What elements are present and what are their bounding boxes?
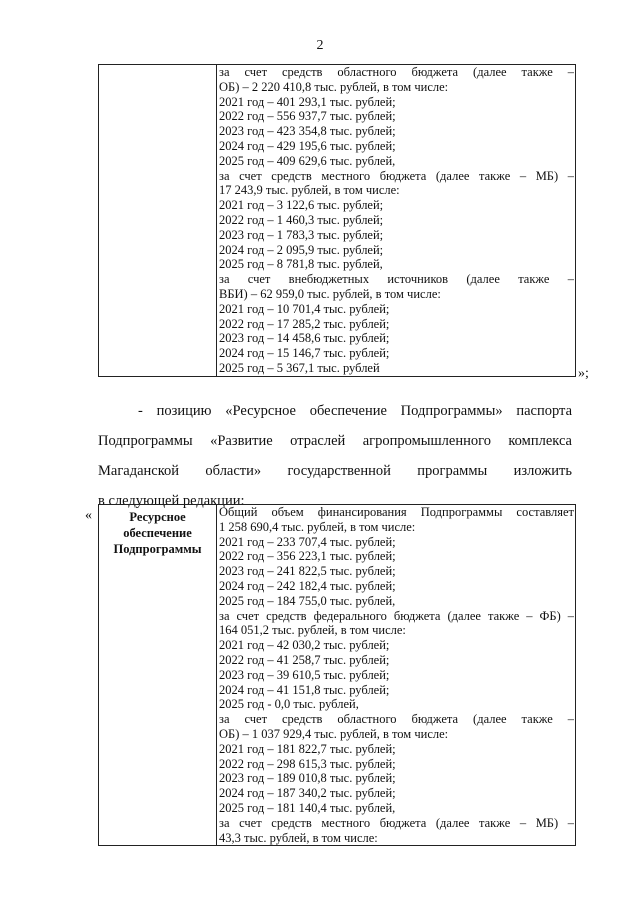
table-line: 1 258 690,4 тыс. рублей, в том числе: [219, 519, 416, 534]
table-line: 164 051,2 тыс. рублей, в том числе: [219, 623, 406, 638]
paragraph-line: в следующей редакции: [98, 493, 245, 509]
table-line: 2021 год – 10 701,4 тыс. рублей; [219, 301, 390, 316]
table-line: 2021 год – 233 707,4 тыс. рублей; [219, 534, 396, 549]
table-line: за счет внебюджетных источников (далее также – [219, 272, 574, 287]
table-line: 2025 год - 0,0 тыс. рублей, [219, 697, 359, 712]
table-line: 2025 год – 181 140,4 тыс. рублей, [219, 800, 396, 815]
table-line: за счет средств федерального бюджета (далее также – ФБ) – [219, 608, 574, 623]
table-line: ОБ) – 2 220 410,8 тыс. рублей, в том числе: [219, 79, 449, 94]
table-line: 2023 год – 39 610,5 тыс. рублей; [219, 667, 390, 682]
opening-quote: « [85, 508, 92, 523]
paragraph-line: Подпрограммы «Развитие отраслей агропромышленного комплекса [98, 433, 572, 449]
table-line: 2025 год – 409 629,6 тыс. рублей, [219, 153, 396, 168]
page-number: 2 [316, 38, 324, 53]
table-line: ВБИ) – 62 959,0 тыс. рублей, в том числе: [219, 286, 441, 301]
table-line: Общий объем финансирования Подпрограммы составляет [219, 505, 574, 519]
table-body-cell [217, 65, 576, 377]
table-line: 2025 год – 8 781,8 тыс. рублей, [219, 257, 383, 272]
table-line: 2024 год – 187 340,2 тыс. рублей; [219, 786, 396, 801]
table-line: 2023 год – 423 354,8 тыс. рублей; [219, 124, 396, 139]
table-line: 2024 год – 41 151,8 тыс. рублей; [219, 682, 390, 697]
table-line: 2021 год – 401 293,1 тыс. рублей; [219, 94, 396, 109]
table-line: 2022 год – 17 285,2 тыс. рублей; [219, 316, 390, 331]
resource-provision-table [98, 504, 576, 846]
instruction-paragraph [98, 396, 572, 516]
resource-provision-header: Ресурсное обеспечение Подпрограммы [99, 505, 217, 846]
table-line: 2022 год – 356 223,1 тыс. рублей; [219, 549, 396, 564]
table-line: 2024 год – 2 095,9 тыс. рублей; [219, 242, 384, 257]
table-line: 2022 год – 298 615,3 тыс. рублей; [219, 756, 396, 771]
table-line: 2024 год – 242 182,4 тыс. рублей; [219, 578, 396, 593]
table-line: 2022 год – 41 258,7 тыс. рублей; [219, 652, 390, 667]
table-body-cell [217, 505, 576, 846]
closing-quote: »; [578, 366, 589, 381]
table-line: 2021 год – 181 822,7 тыс. рублей; [219, 741, 396, 756]
table-line: 2022 год – 1 460,3 тыс. рублей; [219, 212, 384, 227]
funding-table-continued [98, 64, 576, 377]
table-line: за счет средств областного бюджета (далее также – [219, 712, 574, 727]
table-line: 2023 год – 189 010,8 тыс. рублей; [219, 771, 396, 786]
table-line: 2021 год – 42 030,2 тыс. рублей; [219, 638, 390, 653]
table-line: за счет средств областного бюджета (далее также – [219, 65, 574, 79]
table-line: 2022 год – 556 937,7 тыс. рублей; [219, 109, 396, 124]
paragraph-line: Магаданской области» государственной программы изложить [98, 463, 572, 479]
table-line: 2023 год – 1 783,3 тыс. рублей; [219, 227, 384, 242]
table-line: 2023 год – 241 822,5 тыс. рублей; [219, 564, 396, 579]
table-line: 2024 год – 429 195,6 тыс. рублей; [219, 138, 396, 153]
table-line: 2023 год – 14 458,6 тыс. рублей; [219, 331, 390, 346]
table-line: 2025 год – 5 367,1 тыс. рублей [219, 360, 380, 375]
table-line: 2025 год – 184 755,0 тыс. рублей, [219, 593, 396, 608]
table-header-cell-empty [99, 65, 217, 377]
table-line: ОБ) – 1 037 929,4 тыс. рублей, в том числе: [219, 726, 449, 741]
paragraph-line: - позицию «Ресурсное обеспечение Подпрограммы» паспорта [138, 403, 572, 419]
table-line: 43,3 тыс. рублей, в том числе: [219, 830, 378, 845]
table-line: 2021 год – 3 122,6 тыс. рублей; [219, 198, 384, 213]
table-line: 2024 год – 15 146,7 тыс. рублей; [219, 346, 390, 361]
table-line: за счет средств местного бюджета (далее также – МБ) – [219, 168, 574, 183]
table-line: за счет средств местного бюджета (далее также – МБ) – [219, 815, 574, 830]
table-line: 17 243,9 тыс. рублей, в том числе: [219, 183, 400, 198]
